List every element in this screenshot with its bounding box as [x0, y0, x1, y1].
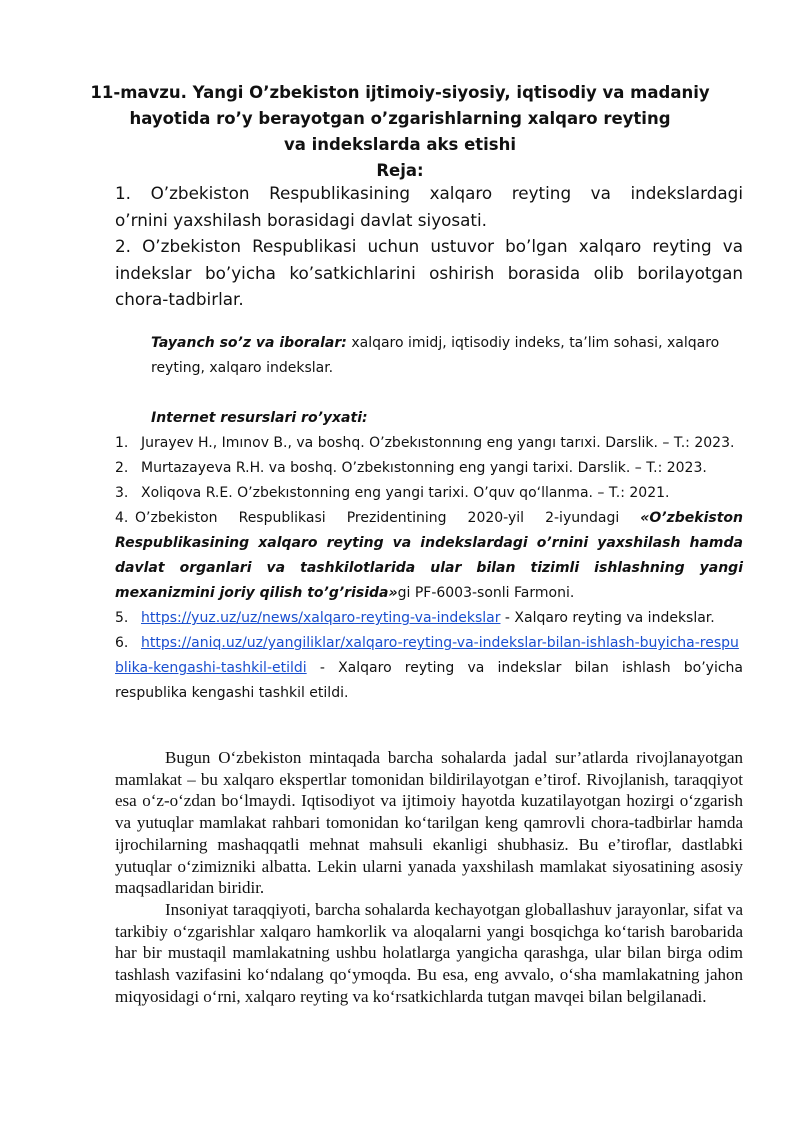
plan-heading: Reja:	[376, 161, 424, 180]
resources-heading-text: Internet resurslari ro’yxati:	[151, 410, 368, 426]
title-line-3: va indekslarda aks etishi	[283, 135, 517, 154]
resources-heading	[115, 406, 743, 431]
reference-4	[115, 506, 743, 606]
keywords-paragraph	[115, 331, 743, 381]
reference-6-text: - Xalqaro reyting va indekslar bilan ishlash bo’yicha respublika kengashi tashkil etildi.	[115, 660, 743, 701]
plan-item-1-line-1: 1. O’zbekiston Respublikasining xalqaro reyting va indekslardagi	[115, 183, 743, 203]
plan-list	[115, 180, 743, 313]
keywords-block	[115, 331, 743, 381]
reference-3-text: Xoliqova R.E. O’zbekıstonning eng yangi tarixi. O’quv qo‘llanma. – T.: 2021.	[141, 485, 670, 501]
title-line-2: hayotida ro’y berayotgan o’zgarishlarning xalqaro reyting	[129, 109, 671, 128]
reference-4-decree-title: «O’zbekiston Respublikasining xalqaro reyting va indekslardagi o’rnini yaxshilash hamda davlat organlari va tashkilotlarida ular bilan tizimli ishlashning yangi mexanizmini joriy qilish to’g’risida»	[115, 510, 743, 601]
reference-5-link[interactable]: https://yuz.uz/uz/news/xalqaro-reyting-va-indekslar	[141, 610, 501, 626]
reference-6-link[interactable]: https://aniq.uz/uz/yangiliklar/xalqaro-reyting-va-indekslar-bilan-ishlash-buyicha-respublika-kengashi-tashkil-etildi	[115, 635, 739, 676]
reference-6	[115, 631, 743, 706]
keywords-text: xalqaro imidj, iqtisodiy indeks, ta’lim sohasi, xalqaro reyting, xalqaro indekslar.	[151, 335, 720, 376]
reference-4-prefix: O’zbekiston Respublikasi Prezidentining 2020-yil 2-iyundagi	[135, 510, 641, 526]
body-paragraph-2: Insoniyat taraqqiyoti, barcha sohalarda kechayotgan globallashuv jarayonlar, sifat va tarkibiy o‘zgarishlar xalqaro hamkorlik va aloqalarni yangi bosqichga ko‘tarish barobarida har bir mustaqil mamlakatning ushbu holatlarga yangicha qarashga, ular bilan birga odim tashlash vazifasini ko‘ndalang qo‘ymoqda. Bu esa, eng avvalo, o‘sha mamlakatning jahon miqyosidagi o‘rni, xalqaro reyting va ko‘rsatkichlarda tutgan mavqei bilan belgilanadi.	[115, 899, 743, 1006]
reference-5-number: 5.	[115, 610, 129, 626]
reference-3	[115, 481, 743, 506]
keywords-label: Tayanch so’z va iboralar:	[151, 335, 347, 351]
body-text	[115, 747, 743, 1007]
reference-4-number: 4.	[115, 510, 129, 526]
reference-1-number: 1.	[115, 435, 129, 451]
topic-title	[70, 80, 730, 184]
reference-1-text: Jurayev H., Imınov B., va boshq. O’zbekıstonnıng eng yangı tarıxi. Darslik. – T.: 2023.	[141, 435, 735, 451]
reference-4-suffix: gi PF-6003-sonli Farmoni.	[397, 585, 575, 601]
reference-3-number: 3.	[115, 485, 129, 501]
reference-1	[115, 431, 743, 456]
plan-item-2: 2. O’zbekiston Respublikasi uchun ustuvor bo’lgan xalqaro reyting va indekslar bo’yicha ko’satkichlarini oshirish borasida olib borilayotgan chora-tadbirlar.	[115, 236, 743, 309]
reference-6-number: 6.	[115, 635, 129, 651]
body-paragraph-1: Bugun O‘zbekiston mintaqada barcha sohalarda jadal sur’atlarda rivojlanayotgan mamlakat – bu xalqaro ekspertlar tomonidan bildirilayotgan e’tirof. Rivojlanish, taraqqiyot esa o‘z-o‘zdan bo‘lmaydi. Iqtisodiyot va ijtimoiy hayotda kuzatilayotgan hozirgi o‘zgarish va yutuqlar mamlakat rahbari tomonidan ko‘tarilgan keng qamrovli chora-tadbirlar hamda ijrochilarning mashaqqatli mehnat mahsuli ekanligi shubhasiz. Bu e’tiroflar, dastlabki yutuqlar o‘zimizniki albatta. Lekin ularni yanada yaxshilash mamlakat siyosatining asosiy maqsadlaridan biridir.	[115, 748, 743, 898]
resources-list	[115, 406, 743, 706]
plan-item-1-line-2: o’rnini yaxshilash borasidagi davlat siyosati.	[115, 209, 488, 230]
reference-2	[115, 456, 743, 481]
reference-5-text: - Xalqaro reyting va indekslar.	[500, 610, 715, 626]
reference-2-number: 2.	[115, 460, 129, 476]
reference-2-text: Murtazayeva R.H. va boshq. O’zbekıstonning eng yangi tarixi. Darslik. – T.: 2023.	[141, 460, 707, 476]
title-line-1: 11-mavzu. Yangi O’zbekiston ijtimoiy-siyosiy, iqtisodiy va madaniy	[90, 83, 710, 102]
reference-5	[115, 606, 743, 631]
